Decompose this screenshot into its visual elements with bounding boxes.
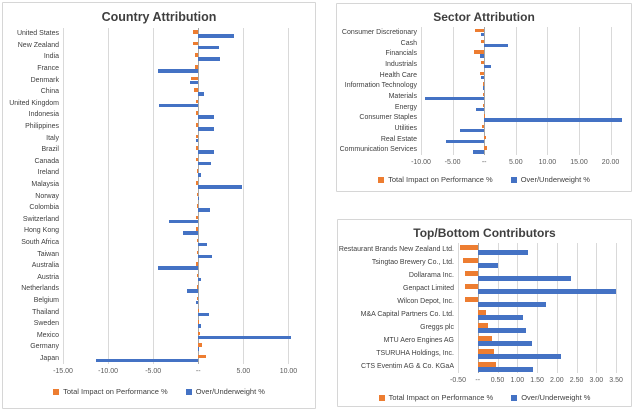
category-label: United Kingdom (9, 99, 59, 107)
category-row (63, 179, 311, 191)
total-impact-bar (463, 258, 478, 263)
bar-rows (421, 27, 627, 155)
total-impact-bar (197, 297, 198, 301)
legend-item-over-underweight (186, 387, 265, 396)
total-impact-bar (195, 53, 198, 57)
category-row (63, 248, 311, 260)
category-row (458, 282, 624, 295)
category-label: Philippines (25, 123, 59, 131)
category-label: Real Estate (380, 135, 417, 143)
category-label: M&A Capital Partners Co. Ltd. (360, 311, 454, 318)
category-row (63, 109, 311, 121)
category-label: Utilities (394, 124, 417, 132)
legend-swatch-blue (511, 177, 517, 183)
category-row (63, 214, 311, 226)
category-label: Norway (35, 192, 59, 200)
over-underweight-bar (198, 185, 242, 189)
over-underweight-bar (198, 92, 204, 96)
total-impact-bar (197, 204, 198, 208)
over-underweight-bar (198, 278, 201, 282)
over-underweight-bar (198, 336, 290, 340)
category-row (421, 123, 627, 134)
over-underweight-bar (484, 118, 622, 122)
total-impact-bar (196, 262, 198, 266)
total-impact-bar (465, 297, 478, 302)
category-row (458, 243, 624, 256)
total-impact-bar (484, 136, 486, 140)
category-row (421, 59, 627, 70)
category-label: MTU Aero Engines AG (383, 337, 454, 344)
legend-swatch-orange (378, 177, 384, 183)
legend-swatch-orange (379, 395, 385, 401)
category-label: TSURUHA Holdings, Inc. (376, 350, 454, 357)
category-label: India (43, 53, 59, 61)
category-row (63, 121, 311, 133)
chart-legend (337, 175, 631, 184)
total-impact-bar (196, 100, 199, 104)
category-label: CTS Eventim AG & Co. KGaA (361, 363, 454, 370)
legend-swatch-blue (186, 389, 192, 395)
over-underweight-bar (158, 69, 198, 73)
category-row (458, 347, 624, 360)
axis-tick-label: -5.00 (444, 159, 461, 166)
category-row (63, 306, 311, 318)
total-impact-bar (195, 65, 198, 69)
category-row (63, 237, 311, 249)
legend-item-total-impact (379, 393, 494, 402)
axis-tick-label: 15.00 (570, 159, 588, 166)
category-label: Health Care (379, 71, 417, 79)
over-underweight-bar (198, 208, 210, 212)
axis-tick-label: 10.00 (279, 368, 298, 375)
category-label: Information Technology (344, 82, 417, 90)
axis-tick-label: 2.00 (549, 377, 564, 384)
category-label: Italy (46, 134, 59, 142)
legend-item-total-impact (53, 387, 168, 396)
category-row (421, 102, 627, 113)
category-label: Energy (394, 103, 417, 111)
plot-grid (421, 27, 627, 155)
chart-plot-area (338, 243, 631, 373)
category-label: France (37, 65, 59, 73)
legend-swatch-blue (511, 395, 517, 401)
top-bottom-contributors-chart (337, 219, 632, 407)
chart-plot-area (337, 27, 631, 155)
over-underweight-bar (198, 162, 211, 166)
total-impact-bar (196, 216, 198, 220)
over-underweight-bar (481, 76, 484, 80)
axis-tick-label: 3.00 (589, 377, 604, 384)
category-label: Hong Kong (23, 227, 59, 235)
axis-tick-label: 1.00 (510, 377, 525, 384)
total-impact-bar (196, 181, 198, 185)
category-row (421, 91, 627, 102)
over-underweight-bar (476, 108, 484, 112)
category-row (458, 308, 624, 321)
chart-title: Top/Bottom Contributors (413, 226, 556, 240)
category-label: Colombia (29, 204, 59, 212)
total-impact-bar (196, 123, 198, 127)
category-label: Materials (388, 92, 417, 100)
category-row (63, 271, 311, 283)
category-label: Austria (37, 273, 59, 281)
total-impact-bar (478, 336, 492, 341)
total-impact-bar (191, 77, 199, 81)
over-underweight-bar (190, 81, 198, 85)
category-label: Wilcon Depot, Inc. (397, 298, 454, 305)
total-impact-bar (481, 40, 484, 44)
total-impact-bar (197, 274, 198, 278)
category-row (63, 28, 311, 40)
category-label: Cash (400, 39, 417, 47)
category-row (63, 51, 311, 63)
axis-tick-label: -- (475, 377, 481, 384)
category-label: Belgium (33, 296, 59, 304)
total-impact-bar (198, 332, 200, 336)
legend-item-over-underweight (511, 175, 590, 184)
category-row (63, 202, 311, 214)
total-impact-bar (484, 146, 487, 150)
chart-plot-area (3, 28, 315, 364)
over-underweight-bar (198, 150, 213, 154)
total-impact-bar (465, 284, 478, 289)
axis-tick-label: -- (481, 159, 487, 166)
total-impact-bar (480, 72, 484, 76)
over-underweight-bar (446, 140, 484, 144)
category-row (458, 321, 624, 334)
legend-label: Over/Underweight % (520, 175, 590, 184)
over-underweight-bar (480, 54, 484, 58)
legend-item-over-underweight (511, 393, 590, 402)
category-row (63, 341, 311, 353)
total-impact-bar (481, 61, 484, 65)
category-label: Genpact Limited (403, 285, 454, 292)
axis-tick-label: -15.00 (53, 368, 73, 375)
axis-tick-label: 2.50 (569, 377, 584, 384)
axis-tick-label: 0.50 (490, 377, 505, 384)
total-impact-bar (478, 310, 487, 315)
over-underweight-bar (196, 301, 198, 305)
over-underweight-bar (483, 86, 484, 90)
total-impact-bar (197, 193, 198, 197)
category-label: Consumer Staples (359, 114, 417, 122)
axis-tick-label: -5.00 (145, 368, 162, 375)
category-label: Australia (31, 262, 59, 270)
category-row (421, 27, 627, 38)
over-underweight-bar (198, 173, 201, 177)
total-impact-bar (197, 285, 198, 289)
category-row (458, 360, 624, 373)
total-impact-bar (193, 42, 198, 46)
category-row (63, 260, 311, 272)
over-underweight-bar (169, 220, 198, 224)
over-underweight-bar (158, 266, 198, 270)
sector-attribution-chart (336, 3, 632, 192)
category-row (421, 70, 627, 81)
over-underweight-bar (478, 302, 546, 307)
over-underweight-bar (159, 104, 198, 108)
category-label: Malaysia (31, 181, 59, 189)
category-label: United States (16, 30, 59, 38)
bar-rows (458, 243, 624, 373)
category-label: Japan (39, 354, 59, 362)
category-row (63, 295, 311, 307)
category-label: Thailand (32, 308, 59, 316)
category-row (421, 80, 627, 91)
category-label: Denmark (30, 76, 59, 84)
category-label: Indonesia (28, 111, 59, 119)
category-axis-labels (337, 27, 421, 155)
category-row (63, 63, 311, 75)
category-row (458, 256, 624, 269)
total-impact-bar (478, 349, 494, 354)
category-row (63, 40, 311, 52)
category-label: Financials (385, 50, 417, 58)
total-impact-bar (196, 146, 198, 150)
category-label: Tsingtao Brewery Co., Ltd. (371, 259, 454, 266)
category-label: Mexico (36, 331, 59, 339)
category-row (421, 48, 627, 59)
total-impact-bar (484, 114, 485, 118)
over-underweight-bar (196, 139, 198, 143)
over-underweight-bar (481, 33, 484, 37)
category-row (63, 132, 311, 144)
over-underweight-bar (425, 97, 484, 101)
over-underweight-bar (183, 231, 198, 235)
bar-rows (63, 28, 311, 364)
total-impact-bar (197, 239, 198, 243)
chart-title: Sector Attribution (433, 10, 535, 24)
category-row (63, 329, 311, 341)
country-attribution-chart (2, 2, 316, 409)
value-axis (411, 159, 627, 169)
chart-title: Country Attribution (101, 10, 217, 24)
category-row (63, 144, 311, 156)
axis-tick-label: -10.00 (411, 159, 431, 166)
over-underweight-bar (478, 276, 571, 281)
over-underweight-bar (198, 324, 201, 328)
total-impact-bar (482, 125, 484, 129)
category-row (63, 86, 311, 98)
category-label: Dollarama Inc. (408, 272, 454, 279)
category-label: Communication Services (339, 146, 417, 154)
total-impact-bar (197, 169, 198, 173)
category-row (63, 167, 311, 179)
total-impact-bar (197, 251, 198, 255)
category-row (63, 283, 311, 295)
category-label: Greggs plc (420, 324, 454, 331)
category-label: Brazil (41, 146, 59, 154)
total-impact-bar (474, 50, 484, 54)
axis-tick-label: 5.00 (508, 159, 523, 166)
category-label: South Africa (21, 238, 59, 246)
over-underweight-bar (478, 328, 526, 333)
total-impact-bar (478, 323, 489, 328)
total-impact-bar (196, 111, 199, 115)
chart-legend (3, 387, 315, 396)
total-impact-bar (194, 88, 199, 92)
over-underweight-bar (198, 34, 234, 38)
over-underweight-bar (460, 129, 485, 133)
total-impact-bar (483, 93, 484, 97)
over-underweight-bar (484, 65, 490, 69)
total-impact-bar (196, 227, 198, 231)
total-impact-bar (460, 245, 478, 250)
category-row (63, 156, 311, 168)
category-axis-labels (338, 243, 458, 373)
value-axis (53, 368, 311, 378)
category-label: Germany (30, 343, 59, 351)
over-underweight-bar (198, 127, 213, 131)
axis-tick-label: 10.00 (538, 159, 557, 166)
over-underweight-bar (478, 341, 532, 346)
axis-tick-label: 1.50 (530, 377, 544, 384)
total-impact-bar (196, 158, 198, 162)
category-label: Restaurant Brands New Zealand Ltd. (338, 246, 454, 253)
category-label: Canada (34, 157, 59, 165)
category-label: Consumer Discretionary (341, 28, 417, 36)
total-impact-bar (198, 343, 202, 347)
category-row (63, 74, 311, 86)
axis-tick-label: 3.50 (609, 377, 623, 384)
total-impact-bar (475, 29, 484, 33)
category-axis-labels (3, 28, 63, 364)
category-row (421, 144, 627, 155)
over-underweight-bar (478, 367, 533, 372)
category-row (421, 134, 627, 145)
legend-label: Over/Underweight % (195, 387, 265, 396)
axis-tick-label: -0.50 (450, 377, 466, 384)
total-impact-bar (193, 30, 198, 34)
category-row (63, 318, 311, 330)
over-underweight-bar (187, 289, 199, 293)
over-underweight-bar (478, 354, 561, 359)
axis-tick-label: -10.00 (98, 368, 119, 375)
category-row (421, 38, 627, 49)
total-impact-bar (478, 362, 496, 367)
axis-tick-label: 5.00 (236, 368, 251, 375)
over-underweight-bar (198, 57, 220, 61)
over-underweight-bar (198, 243, 207, 247)
value-axis (450, 377, 624, 387)
total-impact-bar (465, 271, 478, 276)
over-underweight-bar (478, 289, 616, 294)
category-label: Netherlands (21, 285, 59, 293)
category-row (63, 225, 311, 237)
over-underweight-bar (478, 315, 523, 320)
legend-item-total-impact (378, 175, 493, 184)
total-impact-bar (483, 104, 484, 108)
axis-tick-label: 20.00 (601, 159, 620, 166)
category-row (63, 353, 311, 365)
over-underweight-bar (473, 150, 484, 154)
category-label: Sweden (33, 320, 59, 328)
chart-legend (338, 393, 631, 402)
axis-tick-label: -- (195, 368, 201, 375)
plot-grid (63, 28, 311, 364)
category-label: China (40, 88, 59, 96)
over-underweight-bar (198, 255, 212, 259)
category-row (63, 98, 311, 110)
over-underweight-bar (96, 359, 198, 363)
plot-grid (458, 243, 624, 373)
category-label: Switzerland (22, 215, 59, 223)
legend-label: Total Impact on Performance % (63, 387, 168, 396)
total-impact-bar (196, 135, 198, 139)
over-underweight-bar (478, 263, 499, 268)
category-row (421, 112, 627, 123)
category-row (458, 295, 624, 308)
over-underweight-bar (198, 115, 214, 119)
category-label: Taiwan (37, 250, 59, 258)
category-row (458, 334, 624, 347)
category-row (63, 190, 311, 202)
category-label: Industrials (385, 60, 417, 68)
legend-label: Over/Underweight % (521, 393, 591, 402)
over-underweight-bar (478, 250, 529, 255)
over-underweight-bar (198, 46, 218, 50)
legend-label: Total Impact on Performance % (388, 393, 494, 402)
legend-swatch-orange (53, 389, 59, 395)
over-underweight-bar (198, 313, 208, 317)
category-row (458, 269, 624, 282)
total-impact-bar (198, 355, 206, 359)
category-label: New Zealand (17, 41, 59, 49)
total-impact-bar (483, 82, 484, 86)
legend-label: Total Impact on Performance % (388, 175, 493, 184)
category-label: Ireland (37, 169, 59, 177)
over-underweight-bar (484, 44, 507, 48)
